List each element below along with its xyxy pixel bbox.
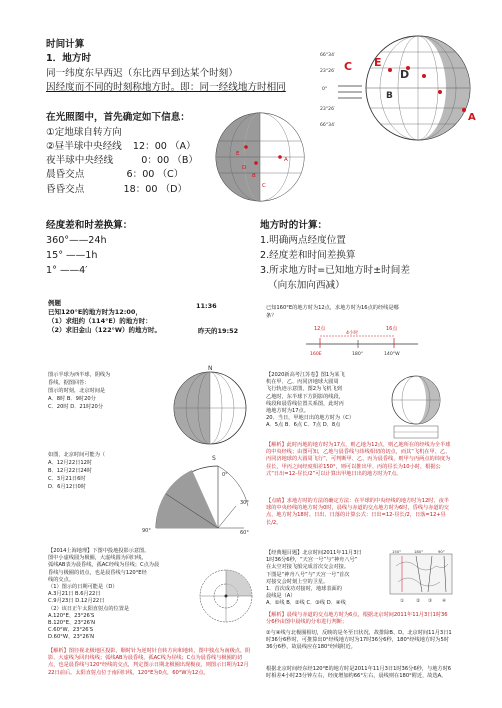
info-item-dawn-point xyxy=(46,168,183,181)
info-label: 晨昏交点 xyxy=(46,169,85,180)
example-2-line2: 条？ xyxy=(266,313,277,319)
ex6-line-3: 弧线AB表为晨昏线，孤AC经线为昼线；C点为晨 xyxy=(48,562,160,569)
ex2-label-180: 180° xyxy=(352,352,364,357)
ex5-line-4: C．3月21日6时 xyxy=(48,476,86,482)
ex4-line-6: 地地方时为17点。 xyxy=(266,408,309,415)
calc-steps-title: 地方时的计算： xyxy=(260,220,328,231)
info-tag: （A） xyxy=(169,141,196,152)
example-4-box xyxy=(260,368,456,546)
calc-step-1: 1.明确两点经度位置 xyxy=(260,235,346,246)
ex7-mark-2: ② xyxy=(416,599,421,604)
ex7-lon-90: 90° xyxy=(438,549,445,554)
label-c: C xyxy=(344,60,353,73)
info-time: 18：00 xyxy=(123,184,158,195)
ex6-line-12: C.60°W、23°26′S xyxy=(48,627,94,634)
point-b xyxy=(438,90,442,94)
ex4-line-5: 线段和晨昏线位置关系图，此时丙 xyxy=(266,400,344,407)
ex5-line-3: B．12月22日24时 xyxy=(48,468,93,474)
info-list-title: 在光照图中，首先确定如下信息： xyxy=(46,112,190,123)
ex2-label-160e: 160E xyxy=(310,352,322,357)
example-5-diagram xyxy=(136,446,256,536)
example-5-box xyxy=(46,450,256,536)
info-item-day-center xyxy=(46,140,196,153)
ex6-answer-tag: 【解析】 xyxy=(48,648,69,654)
example-4-answer xyxy=(266,442,452,478)
ex6-line-10: A.120°E、23°26′S xyxy=(48,612,95,619)
info-item-night-center xyxy=(46,154,198,167)
ex6-line-11: B.120°E、23°26′N xyxy=(48,620,96,627)
ex5-line-2: A．12月22日12时 xyxy=(48,460,93,466)
example-1-q2: （2）求旧金山（122°W）的地方时。 xyxy=(48,326,162,334)
info-label: 昏昏交点 xyxy=(46,184,85,195)
calc-step-note: （向东加向西减） xyxy=(268,280,345,291)
example-2-box xyxy=(260,302,456,364)
ex6-line-1: 【2014上海地理】下图中投地投影示意图。 xyxy=(48,548,150,554)
label-b: B xyxy=(386,91,393,101)
ex7-answer-tag: 【解析】 xyxy=(266,612,287,618)
info-item-dusk-point xyxy=(46,183,187,196)
example-1-q0: 已知120°E的地方时为12:00， xyxy=(48,308,142,316)
point-d xyxy=(422,74,426,78)
conversion-row-1: 1° ——4′ xyxy=(46,265,88,276)
info-label: ②昼半球中央经线 xyxy=(46,141,122,152)
example-6-answer xyxy=(48,648,252,677)
example-2-numberline xyxy=(302,318,422,358)
example-1-head: 例题 xyxy=(48,299,61,307)
ex2-label-4h: 4小时 xyxy=(346,331,359,336)
section-subtitle-local-time: 1．地方时 xyxy=(46,53,92,64)
ex5-line-5: D．6月12日0时 xyxy=(48,484,86,490)
ex4-line-7: 20、当日，甲地日出的地方时为（C） xyxy=(266,415,355,422)
section-title-time-calc: 时间计算 xyxy=(46,39,85,50)
label-d: D xyxy=(400,68,410,81)
ex5-label-90: 90° xyxy=(142,528,151,534)
info-tag: （B） xyxy=(172,155,199,166)
ex7-line-4: 下图是“神舟八号”与“天宫一号”首次 xyxy=(266,571,350,578)
sunlight-globe-diagram-2 xyxy=(206,105,316,210)
ex4-line-8: A．5点 B．6点 C．7点 D．8点 xyxy=(266,422,341,429)
ex4-answer-text: 此时丙地的地方时为17点，则乙地为12点，则乙地所在的经线为全半球的中央经线；由图可知，乙地与晨昏线与纬线相切的切点，而其“飞机在甲、乙、丙同济地球的大圆周飞行”，可判断甲、乙、丙为晨昏线，则甲与丙两点的纬度为昼长，甲丙之间经度相差150°，则可以推出甲、丙的昼长为10小时，根据公式“日出=12-昼长/2”可以计算出甲地日出的地方时为7点。 xyxy=(266,442,451,477)
label-a: A xyxy=(468,112,476,123)
ex7-line-2: 1时36分6秒，“天宫一号”与“神舟八号” xyxy=(266,557,358,564)
ex5-label-s: S xyxy=(212,455,216,462)
local-time-desc-2 xyxy=(46,81,286,94)
example-1-a1: 11:36 xyxy=(196,302,217,310)
example-4-figure xyxy=(380,372,452,440)
calc-step-3: 3.所求地方时=已知地方时±时间差 xyxy=(260,265,410,276)
example-3-globe xyxy=(156,364,252,450)
example-3-box xyxy=(46,365,256,450)
example-3-line2: 昏线，据图回答： xyxy=(48,380,90,386)
ex6-line-9: （2）该日正午太阳直射点的位置是 xyxy=(48,605,130,612)
lat-66-n: 66°34′ xyxy=(320,53,336,58)
ex7-line-5: 对接交会时刻上空的卫星。 xyxy=(266,578,329,585)
ex6-line-13: D.60°W、23°26′N xyxy=(48,634,95,641)
info-item-rotation: ①定地球自转方向 xyxy=(46,127,122,138)
ex2-label-12: 12点 xyxy=(314,326,326,332)
ex7-mark-4: ④ xyxy=(442,599,447,604)
example-7-box xyxy=(260,548,456,704)
lat-0: 0° xyxy=(322,87,328,92)
example-2-line1: 已知160°E的地方时为12点，求地方时为16点的经线是哪 xyxy=(266,305,399,311)
ex4-answer-tag: 【解析】 xyxy=(266,442,287,448)
d2-label-d: D xyxy=(242,165,247,171)
ex5-line-1: 如图，北京时间可能为（ xyxy=(48,452,106,458)
ex4-line-2: 机在甲、乙、丙同济地球大圆周 xyxy=(266,379,339,386)
ex5-label-0: 0° xyxy=(222,472,228,478)
example-3-opt-1: A．8时 B．9时20分 xyxy=(48,396,96,402)
lat-66-s: 66°34′ xyxy=(320,123,336,128)
ex4-line-3: 飞行轨迹示意图，图2为飞机飞到 xyxy=(266,386,342,393)
label-e: E xyxy=(374,56,382,69)
conversion-row-15: 15° ——1h xyxy=(46,250,98,261)
ex7-line-7: 晨线是（A） xyxy=(266,593,296,600)
ex2-label-140w: 140°W xyxy=(384,352,400,357)
ex6-answer-text: 图径视北极地区投影，顺时针为逆时针自转方向和地转，图中独点为南极点，阴影、大虚线为回归线线；弧线AB为晨昏线，孤AC线为昼线；C点为晨昏线与极圈的切点，也是晨昏线与120°经线的交点，判定图示日期北极圈出现极夜，则图示日期为12月22日前后。太阳直射点位于南回归线，120°E为0点，60°W为12点。 xyxy=(48,648,251,676)
example-6-box xyxy=(46,546,256,704)
example-7-more: ②与④线与北极圈相切，反映的是冬至日状况，故排除B、D。北京时间11月3日1时36分6秒时，可推算出0°经线地方时为17时36分6秒，180°经线地方时为5时36分6秒，故晨线应在180°经线附近。 xyxy=(266,630,452,651)
ex7-mark-1: ① xyxy=(400,599,405,604)
d2-label-e: E xyxy=(236,151,240,157)
point-a xyxy=(462,108,466,112)
ex7-mark-3: ③ xyxy=(428,599,433,604)
local-time-desc-2-text: 因经度而不同的时刻称地方时。即：同一经线地方时相同 xyxy=(46,82,286,93)
example-7-world-map xyxy=(388,548,454,608)
ex6-line-5: 线的交点。 xyxy=(48,576,74,583)
ex4-tip-tag: 【点睛】 xyxy=(266,498,287,504)
ex6-line-8: C.9月23日 D.12月22日 xyxy=(48,598,105,605)
point-c xyxy=(388,68,392,72)
example-3-line1: 图示半球为西半球，阴线为 xyxy=(48,372,111,378)
ex6-line-7: A.3月21日 B.6月22日 xyxy=(48,591,101,598)
example-1-box xyxy=(46,298,256,362)
example-4-tip xyxy=(266,498,452,527)
d2-label-a: A xyxy=(284,157,288,163)
conversion-title: 经度差和时差换算： xyxy=(46,220,133,231)
info-time: 12：00 xyxy=(132,141,167,152)
d2-label-b: B xyxy=(252,173,256,179)
ex5-label-60: 60° xyxy=(240,530,249,536)
info-tag: （C） xyxy=(157,169,184,180)
example-1-a2: 昨天的19:52 xyxy=(198,327,239,335)
ex7-lon-180: 180° xyxy=(414,549,424,554)
calc-step-2: 2.经度差和时间差换算 xyxy=(260,250,356,261)
conversion-row-360: 360°——24h xyxy=(46,235,107,246)
info-label: 夜半球中央经线 xyxy=(46,155,114,166)
example-6-text xyxy=(48,548,188,642)
ex4-tip-text: 求地方时的方法的确定方法：在半球的中央经线的地方时为12时，夜半球的中央经线的地方时为0时，晨线与赤道的交点地方时为6时，昏线与赤道的交点，地方时为18时。日出、日落的计算公式：日出=12-昼长/2，日落=12+昼长/2。 xyxy=(266,498,449,526)
example-3-opt-2: C．20时 D．21时20分 xyxy=(48,404,104,410)
ex7-line-6: 1．首次成功对接时，地球表面的 xyxy=(266,586,342,593)
sunlight-globe-diagram-1 xyxy=(318,26,494,148)
example-6-polar-diagram xyxy=(196,566,256,626)
ex4-line-1: 【2020新高考江苏卷】图1为某飞 xyxy=(266,372,345,378)
ex7-answer-text: 晨线与赤道的交点地方时为6点，根据北京时间2011年11月3日1时36分6秒由图中晨线的分布进行判断； xyxy=(266,612,448,626)
ex7-opts: A．①线 B．②线 C．③线 D．④线 xyxy=(266,600,346,607)
example-3-line3: 图示的时刻，北京时间是 xyxy=(48,388,106,394)
example-1-q1: （1）求纽约（114°E）的地方时： xyxy=(48,317,152,325)
local-time-desc-1: 同一纬度东早西迟（东比西早到达某个时刻） xyxy=(46,68,238,79)
example-7-text xyxy=(266,550,384,608)
lat-23-n: 23°26′ xyxy=(320,69,336,74)
info-time: 0：00 xyxy=(141,155,170,166)
example-7-more2: 根据北京时间经东经120°E的地方时是2011年11月3日1时36分6秒，与地方时6时相差4小时23分钟左右，经度增加约66°左右，晨线则在180°附近，故选A。 xyxy=(266,666,452,680)
example-7-answer xyxy=(266,612,452,626)
ex5-label-30: 30° xyxy=(240,500,249,506)
ex6-line-4: 昏线与极圈的切点，也是晨昏线与120°E经 xyxy=(48,569,147,576)
ex6-line-6: （1）图示的日期可能是（D） xyxy=(48,584,118,591)
ex7-lon-150: 150° xyxy=(392,549,402,554)
ex2-label-16: 16点 xyxy=(386,326,398,332)
example-4-text xyxy=(266,372,374,430)
ex7-line-1: 【经典题目题】北京时间2011年11月3日 xyxy=(266,550,362,556)
info-time: 6：00 xyxy=(126,169,155,180)
lat-23-s: 23°26′ xyxy=(320,107,336,112)
info-tag: （D） xyxy=(160,184,188,195)
ex3-north-label: N xyxy=(208,365,213,372)
ex7-line-3: 在太空对接飞船完成首次交会对接。 xyxy=(266,564,350,571)
d2-label-c: C xyxy=(262,183,266,189)
ex4-line-4: 乙地时，东半球下方阴影的线段， xyxy=(266,393,344,400)
ex6-line-2: 图中小虚线圆为极圈，大虚线圆为回归线， xyxy=(48,555,147,562)
